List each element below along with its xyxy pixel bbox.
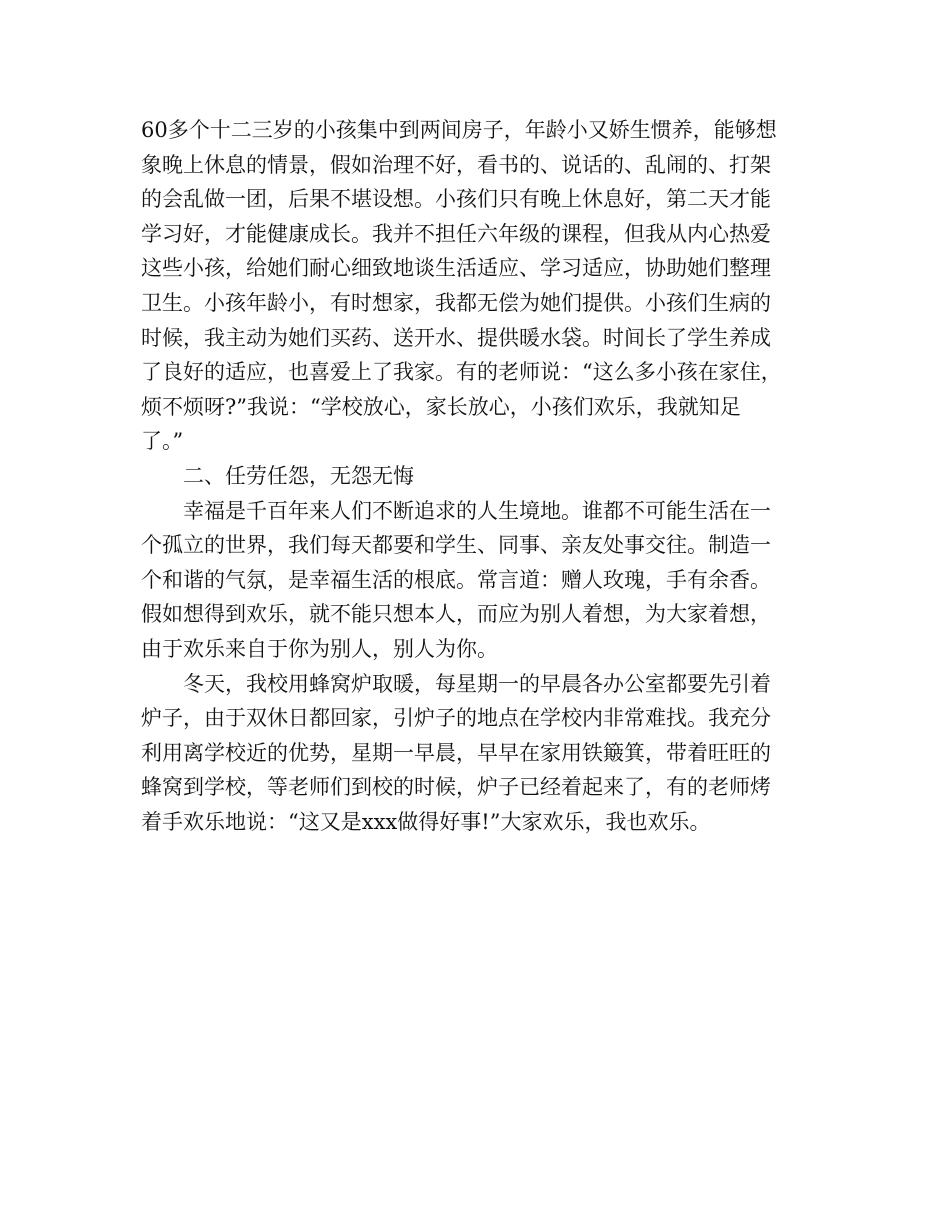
paragraph-line: 的会乱做一团，后果不堪设想。小孩们只有晚上休息好，第二天才能	[141, 187, 771, 212]
paragraph-line: 个和谐的气氛，是幸福生活的根底。常言道：赠人玫瑰，手有余香。	[141, 567, 771, 592]
paragraph-line: 冬天，我校用蜂窝炉取暖，每星期一的早晨各办公室都要先引着	[183, 671, 771, 696]
document-body	[141, 113, 813, 839]
paragraph-line: 了良好的适应，也喜爱上了我家。有的老师说：“这么多小孩在家住，	[141, 360, 782, 385]
paragraph-line: 利用离学校近的优势，星期一早晨，早早在家用铁簸箕，带着旺旺的	[141, 740, 771, 765]
paragraph-line: 学习好，才能健康成长。我并不担任六年级的课程，但我从内心热爱	[141, 221, 771, 246]
paragraph-line: 炉子，由于双休日都回家，引炉子的地点在学校内非常难找。我充分	[141, 706, 771, 731]
section-heading: 二、任劳任怨，无怨无悔	[183, 463, 414, 488]
paragraph-line: 幸福是千百年来人们不断追求的人生境地。谁都不可能生活在一	[183, 498, 771, 523]
paragraph-line: 时候，我主动为她们买药、送开水、提供暖水袋。时间长了学生养成	[141, 325, 771, 350]
paragraph-line: 了。”	[141, 429, 184, 454]
paragraph-line: 这些小孩，给她们耐心细致地谈生活适应、学习适应，协助她们整理	[141, 256, 771, 281]
paragraph-line: 着手欢乐地说：“这又是xxx做得好事!”大家欢乐，我也欢乐。	[141, 809, 711, 834]
paragraph-line: 烦不烦呀?”我说：“学校放心，家长放心，小孩们欢乐，我就知足	[141, 394, 741, 419]
paragraph-line: 60多个十二三岁的小孩集中到两间房子，年龄小又娇生惯养，能够想	[141, 118, 777, 142]
paragraph-line: 个孤立的世界，我们每天都要和学生、同事、亲友处事交往。制造一	[141, 533, 771, 558]
paragraph-line: 蜂窝到学校，等老师们到校的时候，炉子已经着起来了，有的老师烤	[141, 775, 771, 800]
paragraph-line: 假如想得到欢乐，就不能只想本人，而应为别人着想，为大家着想，	[141, 602, 771, 627]
paragraph-line: 卫生。小孩年龄小，有时想家，我都无偿为她们提供。小孩们生病的	[141, 290, 771, 315]
paragraph-line: 象晚上休息的情景，假如治理不好，看书的、说话的、乱闹的、打架	[141, 152, 771, 177]
paragraph-line: 由于欢乐来自于你为别人，别人为你。	[141, 636, 498, 661]
